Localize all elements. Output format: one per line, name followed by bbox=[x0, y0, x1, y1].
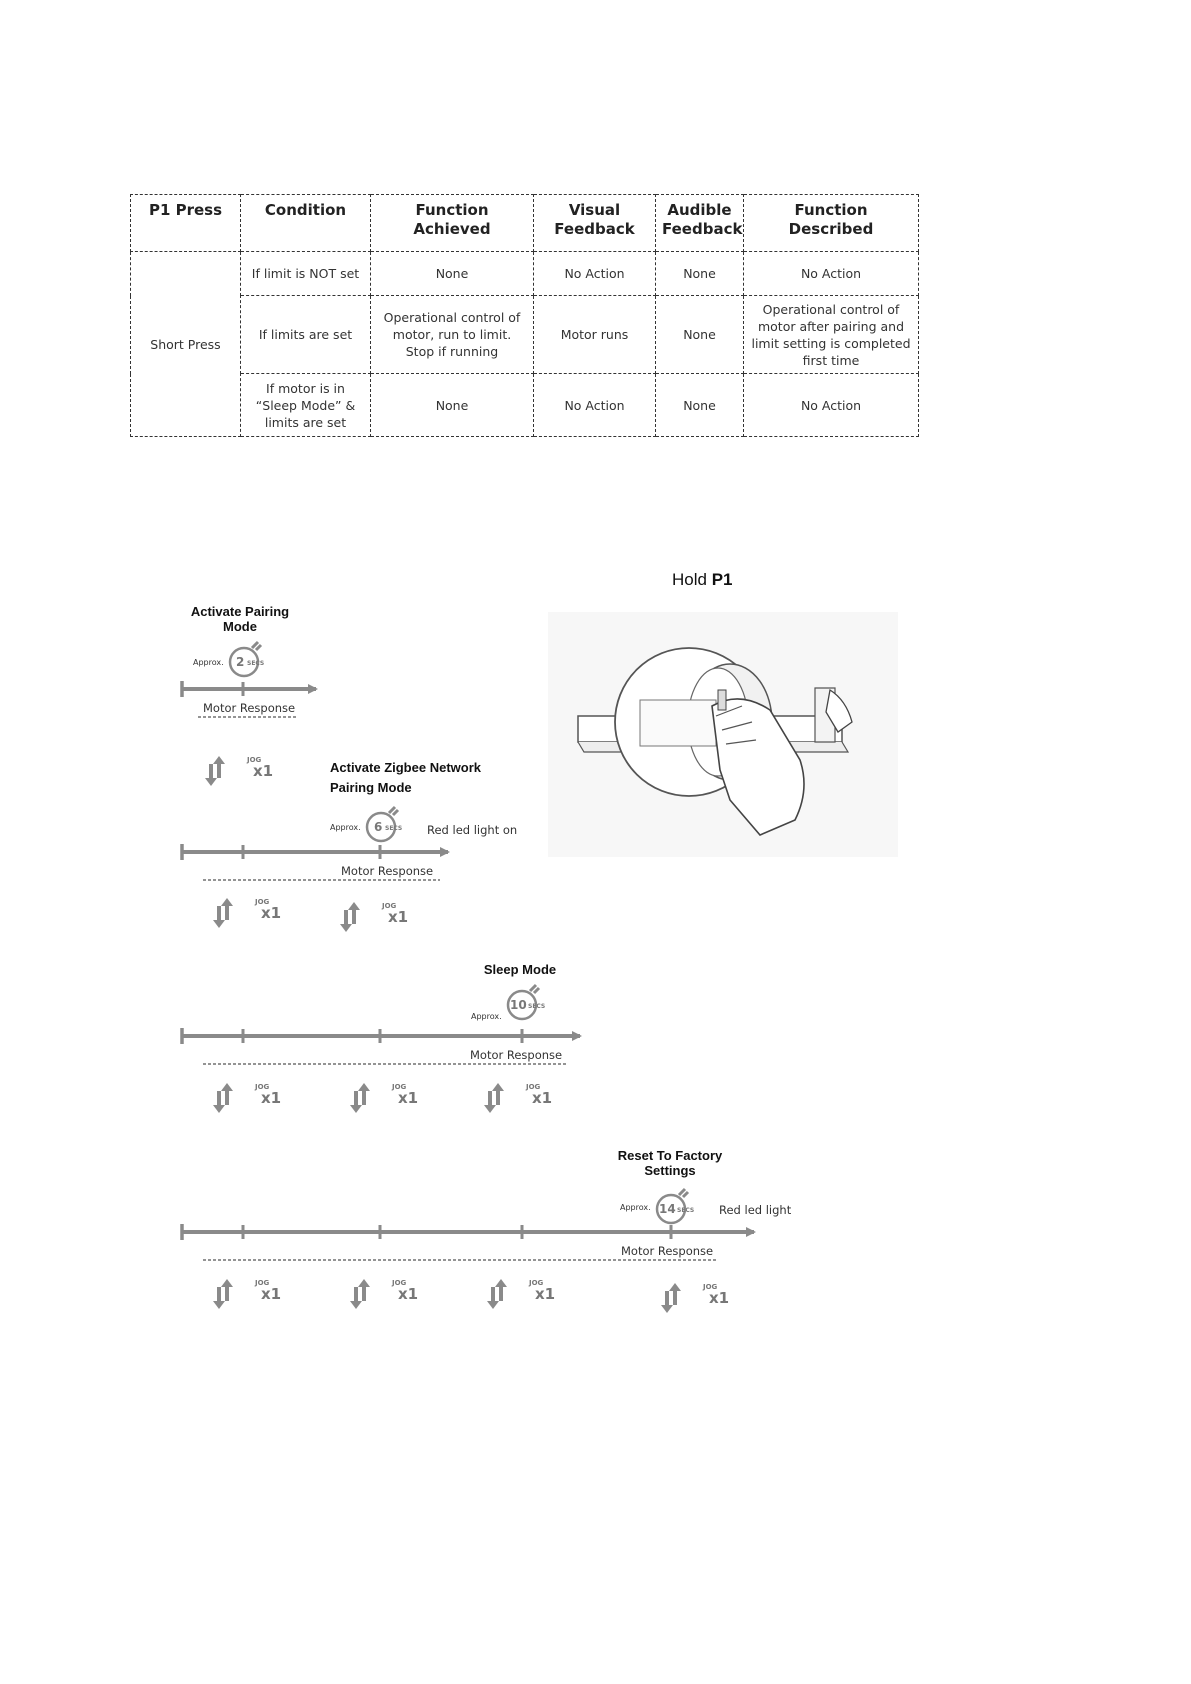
secs-label: SECS bbox=[385, 825, 403, 832]
x1-label: x1 bbox=[261, 904, 282, 922]
jog-arrows-icon bbox=[205, 756, 225, 786]
secs-label: SECS bbox=[677, 1207, 695, 1214]
header-function-described: Function Described bbox=[744, 195, 919, 252]
stage-title-line: Reset To Factory bbox=[617, 1148, 723, 1163]
jog-label: JOG bbox=[392, 1083, 407, 1091]
stage-title-line: Activate Pairing bbox=[190, 604, 290, 619]
red-led-note: Red led light on bbox=[427, 823, 518, 837]
row-label-short-press: Short Press bbox=[131, 252, 241, 437]
approx-label: Approx. bbox=[471, 1012, 502, 1021]
secs-label: SECS bbox=[247, 660, 265, 667]
table-cell: No Action bbox=[744, 374, 919, 437]
jog-label: JOG bbox=[529, 1279, 544, 1287]
red-led-note: Red led light bbox=[719, 1203, 792, 1217]
stage-title-pairing bbox=[180, 604, 300, 634]
table-cell: None bbox=[371, 374, 534, 437]
jog-arrows-icon bbox=[484, 1083, 504, 1113]
stage-title-line: Mode bbox=[223, 619, 257, 634]
stage-title-zigbee bbox=[330, 758, 520, 798]
header-visual-feedback: Visual Feedback bbox=[534, 195, 656, 252]
timer-icon bbox=[367, 807, 398, 841]
stage-title-reset bbox=[610, 1148, 730, 1178]
table-cell: If limit is NOT set bbox=[241, 252, 371, 296]
header-condition: Condition bbox=[241, 195, 371, 252]
stage-title-line: Settings bbox=[644, 1163, 696, 1178]
approx-label: Approx. bbox=[193, 658, 224, 667]
jog-arrows-icon bbox=[350, 1083, 370, 1113]
jog-arrows-icon bbox=[487, 1279, 507, 1309]
jog-arrows-icon bbox=[213, 1083, 233, 1113]
jog-label: JOG bbox=[392, 1279, 407, 1287]
table-cell: Operational control of motor after pairing and limit setting is completed first time bbox=[744, 296, 919, 374]
jog-label: JOG bbox=[255, 1279, 270, 1287]
jog-label: JOG bbox=[703, 1283, 718, 1291]
motor-response-label: Motor Response bbox=[621, 1244, 714, 1258]
stage-title-sleep bbox=[470, 962, 570, 977]
x1-label: x1 bbox=[261, 1285, 282, 1303]
motor-response-label: Motor Response bbox=[341, 864, 434, 878]
table-cell: Motor runs bbox=[534, 296, 656, 374]
approx-label: Approx. bbox=[330, 823, 361, 832]
jog-arrows-icon bbox=[213, 1279, 233, 1309]
jog-label: JOG bbox=[255, 1083, 270, 1091]
timer-icon bbox=[230, 642, 261, 676]
approx-label: Approx. bbox=[620, 1203, 651, 1212]
hold-prefix: Hold bbox=[672, 570, 712, 589]
jog-label: JOG bbox=[382, 902, 397, 910]
table-cell: None bbox=[656, 252, 744, 296]
header-function-achieved: Function Achieved bbox=[371, 195, 534, 252]
table-cell: If motor is in “Sleep Mode” & limits are set bbox=[241, 374, 371, 437]
jog-arrows-icon bbox=[340, 902, 360, 932]
x1-label: x1 bbox=[709, 1289, 730, 1307]
motor-response-label: Motor Response bbox=[203, 701, 296, 715]
jog-label: JOG bbox=[526, 1083, 541, 1091]
x1-label: x1 bbox=[388, 908, 409, 926]
x1-label: x1 bbox=[398, 1285, 419, 1303]
table-cell: No Action bbox=[534, 374, 656, 437]
jog-label: JOG bbox=[255, 898, 270, 906]
stage-title-line: Pairing Mode bbox=[330, 780, 412, 795]
motor-response-label: Motor Response bbox=[470, 1048, 563, 1062]
table-cell: None bbox=[656, 374, 744, 437]
x1-label: x1 bbox=[261, 1089, 282, 1107]
table-cell: None bbox=[656, 296, 744, 374]
secs-label: SECS bbox=[528, 1003, 546, 1010]
header-audible-feedback: Audible Feedback bbox=[656, 195, 744, 252]
x1-label: x1 bbox=[398, 1089, 419, 1107]
hold-button-label: P1 bbox=[711, 570, 733, 589]
table-cell: If limits are set bbox=[241, 296, 371, 374]
x1-label: x1 bbox=[535, 1285, 556, 1303]
timer-seconds: 14 bbox=[659, 1202, 676, 1216]
timer-seconds: 10 bbox=[510, 998, 527, 1012]
x1-label: x1 bbox=[532, 1089, 553, 1107]
jog-arrows-icon bbox=[350, 1279, 370, 1309]
table-cell: None bbox=[371, 252, 534, 296]
jog-arrows-icon bbox=[661, 1283, 681, 1313]
jog-label: JOG bbox=[247, 756, 262, 764]
table-cell: No Action bbox=[744, 252, 919, 296]
stage-title-line: Activate Zigbee Network bbox=[330, 760, 481, 775]
x1-label: x1 bbox=[253, 762, 274, 780]
timer-seconds: 2 bbox=[236, 655, 245, 669]
table-cell: Operational control of motor, run to limit. Stop if running bbox=[371, 296, 534, 374]
table-cell: No Action bbox=[534, 252, 656, 296]
jog-arrows-icon bbox=[213, 898, 233, 928]
stage-title-line: Sleep Mode bbox=[483, 962, 557, 977]
header-p1-press: P1 Press bbox=[131, 195, 241, 252]
timer-seconds: 6 bbox=[374, 820, 383, 834]
motor-illustration bbox=[548, 612, 898, 857]
